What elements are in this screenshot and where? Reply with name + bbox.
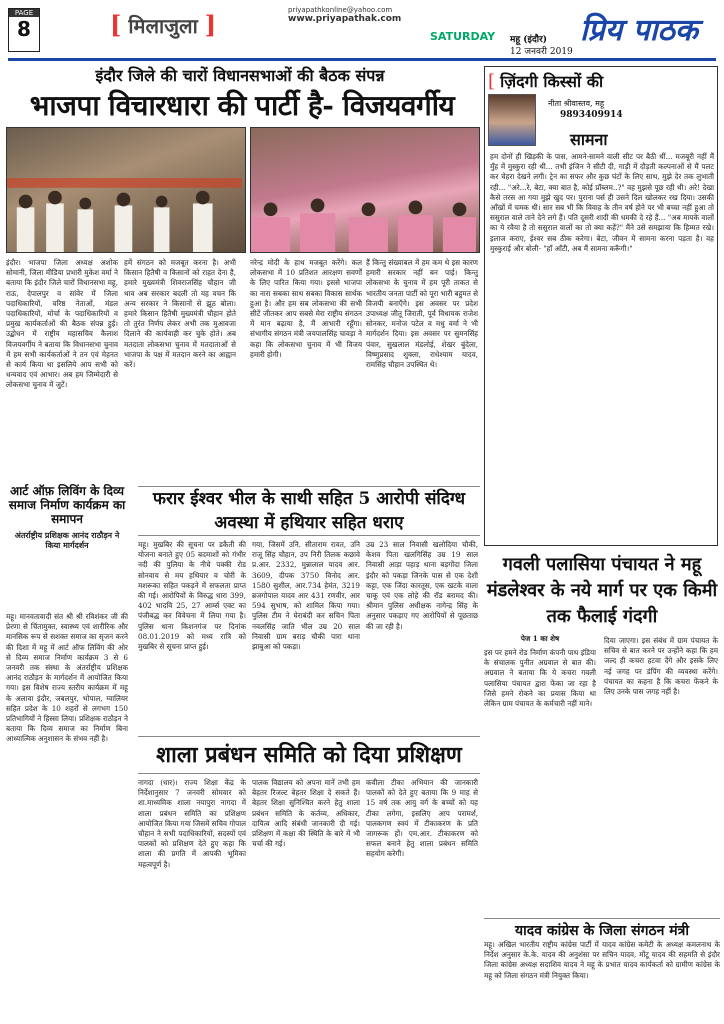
piece-title: सामना bbox=[570, 130, 608, 149]
bracket-left-icon: [ bbox=[110, 10, 122, 39]
story4-col1: नागदा (धार)। राज्य शिक्षा केंद्र के निर्देशानुसार 7 जनवरी सोमवार को शा.माध्यमिक शाला नयापुरा नागदा में शाला प्रबंधन समिति का प्रशिक्षण आयोजित किया गया जिसमें सचिव गोपाल चौहान ने सभी पदाधिकारियों, सदस्यों एवं पालकों को प्रशिक्षण देते हुए कहा कि शाला की प्रगति में आपकी भूमिका महत्वपूर्ण है। bbox=[138, 778, 246, 869]
story3-col2: गया, जिसमें उनि. सीताराम रावत, उनि राजू सिंह चौहान, उप निरी तिलक कछावे प्र.आर. 2332, मुन्नालाल यादव आर. 3609, दीपक 3750 विनोद आर. 1580 सुशील, आर.734 हेमंत, 3219 ब्रजगोपाल यादव आर 431 रणवीर, आर 594 सुभाष, को शामिल किया गया। पुलिस टीम ने घेराबंदी कर सचिन पिता नवलसिंह जाति भील उम्र 20 साल निवासी ग्राम बराड़ चौकी पारा थाना झाबुआ को पकड़ा। bbox=[252, 540, 360, 652]
bracket-right-icon: ] bbox=[204, 10, 217, 39]
crowd-figures-icon bbox=[7, 178, 242, 252]
section-title bbox=[110, 10, 280, 44]
story5-col2: दिया जाएगा। इस संबंध में ग्राम पंचायत के सचिव से बात करने पर उन्होंने कहा कि हम जल्द ही कचरा हटवा देंगे और इसके लिए नई जगह पर डंपिंग की व्यवस्था करेंगे। पंचायत का कहना है कि कचरा फेंकने के लिए उनके पास जगह नहीं है। bbox=[604, 636, 718, 697]
story2-headline: आर्ट ऑफ़ लिविंग के दिव्य समाज निर्माण कार्यक्रम का समापन bbox=[8, 484, 126, 526]
date: 12 जनवरी 2019 bbox=[510, 47, 573, 57]
audience-figures-icon bbox=[251, 178, 476, 252]
story4-col3: कवीला टीका अभियान की जानकारी पालकों को देते हुए बताया कि 9 माह से 15 वर्ष तक आयु वर्ग के बच्चों को यह टीका लगेगा, इसलिए आप परामर्श, पालकगण स्वयं में टीकाकरण के प्रति जागरूक हों। एम.आर. टीकाकरण को सफल बनाने हेतु शाला प्रबंधन समिति सहयोग करेगी। bbox=[366, 778, 478, 859]
story2-header bbox=[6, 484, 128, 608]
page-label: PAGE bbox=[9, 9, 39, 17]
contact-info bbox=[288, 6, 408, 24]
page-number: 8 bbox=[17, 17, 31, 41]
story6-headline: यादव कांग्रेस के जिला संगठन मंत्री bbox=[484, 918, 720, 940]
story6-body: महू। अखिल भारतीय राष्ट्रीय कांग्रेस पार्टी में यादव कांग्रेस कमेटी के अध्यक्ष कमलनाथ के निर्देश अनुसार के.के. यादव की अनुशंसा पर सचिन यादव, मोंटू यादव की सहमति से इंदौर जिला कांग्रेस अध्यक्ष सदाशिव यादव ने महू के प्रभात यादव कार्यकर्ता को ग्रामीण कांग्रेस के महू को जिला संगठन मंत्री नियुक्त किया। bbox=[484, 940, 720, 980]
city: महू (इंदौर) bbox=[510, 35, 548, 45]
story3-col1: महू। मुखबिर की सूचना पर डकैती की योजना बनाते हुए 05 बदमाशों को गंभीर नदी की पुलिया के नीचे पक्की रोड सोनवाय से मय हथियार व चोरी के मशरूका सहित पकड़ने में सफलता प्राप्त की गई। आरोपियों के विरुद्ध धारा 399, 402 भादवि 25, 27 आर्म्स एक्ट का पंजीबद्ध कर विवेचना में लिया गया है। पुलिस थाना किशनगंज पर दिनांक 08.01.2019 को मध्य रात्रि को मुखबिर से सूचना प्राप्त हुई। bbox=[138, 540, 246, 652]
day-name: SATURDAY bbox=[430, 30, 496, 43]
story1-col4: हैं किन्तु संख्याबल में हम कम थे इस कारण हमारी सरकार नहीं बन पाई। किन्तु लोकसभा के चुनाव में हम पूरी ताकत से भारतीय जनता पार्टी को पूरा भारी बहुमत से विजयी बनाएँगे। इस अवसर पर प्रदेश उपाध्यक्ष जीतू जिराती, पूर्व विधायक राजेश सोनकर, मनोज पटेल व मधु वर्मा ने भी मार्गदर्शन दिया। इस अवसर पर सुमनसिंह पंवार, सुखलाल मंडलोई, शेखर बुंदेला, विष्णुप्रसाद शुक्ला, राधेश्याम यादव, रामसिंह चौहान उपस्थित थे। bbox=[366, 258, 478, 370]
story3-headline: फरार ईश्वर भील के साथी सहित 5 आरोपी संदिग्ध अवस्था में हथियार सहित धराए bbox=[138, 486, 480, 536]
newspaper-title: प्रिय पाठक bbox=[580, 13, 698, 48]
section-name: मिलाजुला bbox=[128, 14, 198, 38]
story5-col1: इस पर हमने रोड निर्माण कंपनी पाथ इंडिया के संचालक पुनीत अग्रवाल से बात की। अग्रवाल ने बताया कि ये कचरा गवली पलासिया पंचायत द्वारा फेंका जा रहा है जिसे हमने रोकने का प्रयास किया था लेकिन ग्राम पंचायत के कर्मचारी नहीं माने। bbox=[484, 648, 596, 709]
story5-headline: गवली पलासिया पंचायत ने महू मंडलेश्वर के नये मार्ग पर एक किमी तक फैलाई गंदगी bbox=[486, 554, 718, 627]
author-photo bbox=[488, 94, 536, 146]
story1-col2: हमें संगठन को मजबूत करना है। अभी किसान हितैषी व किसानों को राहत देना है, हमारे मुख्यमंत्री शिवराजसिंह चौहान जी थाव अब सरकार बदली तो यह वचन कि अन्य सरकार ने किसानों से झूठ बोला। हमारे किसान हितैषी मुख्यमंत्री चौहान होते तो तुरंत निर्णय लेकर अभी तक मुआवजा दिलाने की कार्यवाही कर चुके होते। अब मतदाता लोकसभा चुनाव में मतदाताओं से भाजपा के पक्ष में मतदान करने का आह्वान करें। bbox=[124, 258, 236, 370]
meeting-photo-right bbox=[250, 127, 480, 253]
meeting-photo-left bbox=[6, 127, 246, 253]
bracket-icon: [ bbox=[488, 71, 496, 92]
story2-subhead: अंतर्राष्ट्रीय प्रशिक्षक आनंद राठौड़न ने किया मार्गदर्शन bbox=[14, 530, 120, 551]
page-number-box bbox=[8, 8, 40, 52]
website: www.priyapathak.com bbox=[288, 14, 402, 24]
story4-col2: पालक विद्यालय को अपना मानें तभी हम बेहतर रिजल्ट बेहतर शिक्षा दे सकते हैं। बेहतर शिक्षा सुनिश्चित करने हेतु शाला प्रबंधन समिति के कर्तव्य, अधिकार, दायित्व आदि संबंधी जानकारी दी गई। प्रशिक्षण में कक्षा की स्थिति के बारे में भी चर्चा की गई। bbox=[252, 778, 360, 849]
story5-kicker: पेज 1 का शेष bbox=[520, 634, 560, 643]
author-name: नीता श्रीवास्तव, महू bbox=[548, 99, 605, 108]
story1-col3: नरेन्द्र मोदी के हाथ मजबूत करेंगे। कल लोकसभा में 10 प्रतिशत आरक्षण सवर्णों के लिए पारित किया गया। इससे भाजपा का नारा सबका साथ सबका विकास सार्थक हुआ है। और हम सब लोकसभा की सभी सीटें जीतकर आप सबसे मेरा राष्ट्रीय संगठन में मान बढ़ाया है, मैं आभारी रहूँगा। संभागीय संगठन मंत्री जयपालसिंह चावड़ा ने कहा कि लोकसभा चुनाव में भी विजय हमारी होगी। bbox=[250, 258, 362, 359]
story1-headline: भाजपा विचारधारा की पार्टी है- विजयवर्गीय bbox=[29, 89, 455, 122]
column-body: हम दोनों ही खिड़की के पास, आमने-सामने वाली सीट पर बैठी थीं... मजबूरी नहीं मैं मुँह में मुस्कुरा रही थी... तभी इंजिन ने सीटी दी, गाड़ी में दौड़ती कल्पनाओं से मैं पलट कर चेहरा देखने लगी। ट्रेन का सफर और कुछ घंटों के लिए साथ, मुझे देर तक लुभाती रही... "अरे...रे, बेटा, क्या बात है, कोई प्रॉब्लम..?" वह मुझसे पूछ रही थी। अरे! देखा कैसे तरस आ गया मुझे खुद पर। पुराना पर्स ही उसने दिल खोलकर रख दिया। उसकी आँखों में चमक थी। सार सब भी कि विवाह के तीन वर्ष होने पर भी बच्चा नहीं हुआ तो ससुराल वाले ताने देने लगे हैं। पति दूसरी शादी की धमकी दे रहे हैं... "अब मायके वालों का ये रवैया है तो ससुराल वालों का तो क्या कहें?" मैंने उसे समझाया कि हिम्मत रखे। इलाज कराए, ईश्वर सब ठीक करेगा। बेटा, जीवन में सामना करना पड़ता है। वह मुस्कुराई और बोली- "हाँ आँटी, अब मैं सामना करूँगी।" bbox=[490, 152, 714, 253]
story1-col1: इंदौर। भाजपा जिला अध्यक्ष अशोक सोमानी, जिला मीडिया प्रभारी मुकेश वर्मा ने बताया कि इंदौर जिले चारों विधानसभा महू, राऊ, देपालपुर व सांवेर में जिला पदाधिकारियों, वरिष्ठ नेताओं, मंडल पदाधिकारियों, मोर्चा के पदाधिकारियों व प्रमुख कार्यकर्ताओं की बैठक संपन्न हुई। उद्बोधन में राष्ट्रीय महासचिव कैलाश विजयवर्गीय ने बताया कि विधानसभा चुनाव में हम सभी कार्यकर्ताओं ने तन एवं मेहनत से कार्य किया था इसलिये आप सभी को धन्यवाद एवं आभार। अब हम जिम्मेदारी से लोकसभा चुनाव में जुटें। bbox=[6, 258, 118, 390]
story4-headline: शाला प्रबंधन समिति को दिया प्रशिक्षण bbox=[138, 736, 480, 774]
author-phone: 9893409914 bbox=[560, 110, 623, 120]
masthead bbox=[0, 0, 724, 62]
email: priyapathkonline@yahoo.com bbox=[288, 6, 393, 14]
masthead-rule bbox=[8, 58, 716, 61]
column-title: ज़िंदगी किस्सों की bbox=[500, 72, 604, 91]
story3-col3: उम्र 23 साल निवासी खलोदिया चौकी, केशव पिता खलगिसिंह उम्र 19 साल निवासी आड़ा पहाड़ थाना बड़गोंदा जिला इंदौर को पकड़ा जिनके पास से एक देशी कट्टा, एक जिंदा कारतूस, एक खटके वाला चाकू एवं एक लोहे की रॉड बरामद की। श्रीमान पुलिस अधीक्षक नागेन्द्र सिंह के अनुसार पकड़ाए गए आरोपियों से पूछताछ की जा रही है। bbox=[366, 540, 478, 631]
story2-body: महू। मानवतावादी संत श्री श्री रविशंकर जी की प्रेरणा से चिंतामुक्त, स्वास्थ्य एवं शारीरिक और मानसिक रूप से सशक्त समाज का सृजन करने की दिशा में महू में आर्ट ऑफ लिविंग की ओर से दिव्य समाज निर्माण कार्यक्रम 3 से 6 जनवरी तक संस्था के अंतर्राष्ट्रीय प्रशिक्षक आनंद राठौड़न के मार्गदर्शन में आयोजित किया गया। इस विशेष राज्य स्तरीय कार्यक्रम में महू के अलावा इंदौर, जबलपुर, भोपाल, ग्वालियर सहित प्रदेश के 10 शहरों से लगभग 150 प्रतिभागियों ने हिस्सा लिया। प्रशिक्षक राठौड़न ने बताया कि दिव्य समाज का निर्माण बिना आध्यात्मिक अनुशासन के संभव नहीं है। bbox=[6, 612, 128, 744]
story1-kicker: इंदौर जिले की चारों विधानसभाओं की बैठक संपन्न bbox=[95, 66, 385, 85]
